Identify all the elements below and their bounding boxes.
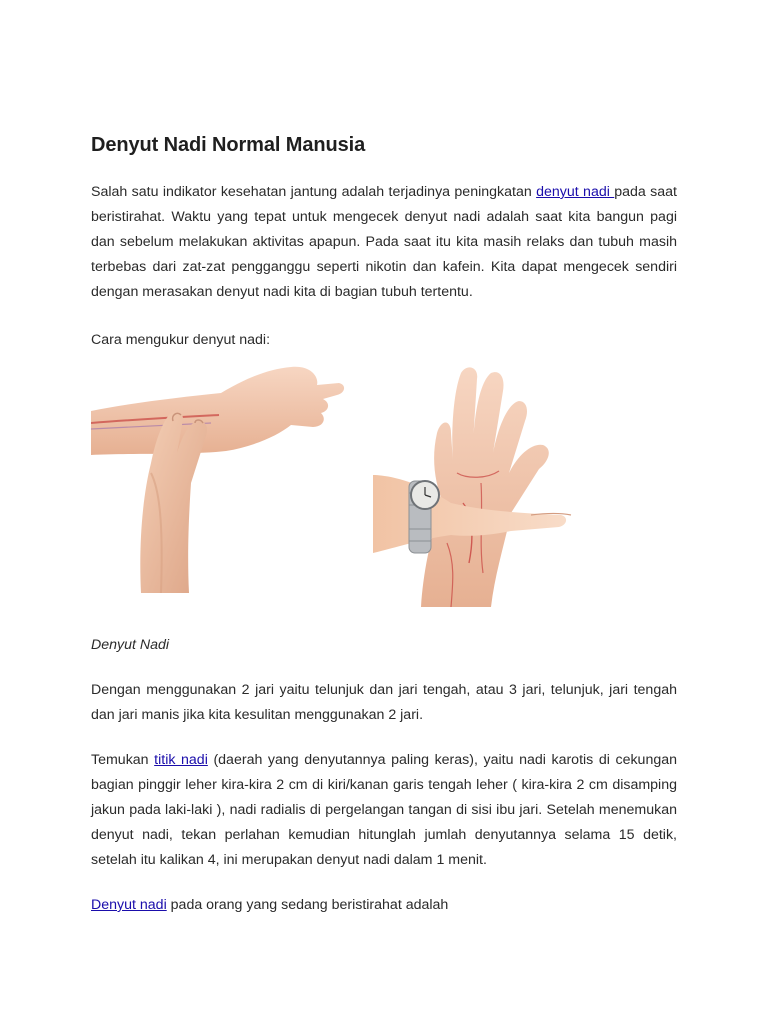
paragraph-fingers: Dengan menggunakan 2 jari yaitu telunjuk dan jari tengah, atau 3 jari, telunjuk, jari tengah dan jari manis jika kita kesulitan menggunakan 2 jari. <box>91 682 677 723</box>
paragraph-intro <box>91 180 677 305</box>
paragraph-resting <box>91 893 677 918</box>
resting-text: pada orang yang sedang beristirahat adalah <box>166 897 449 913</box>
pulse-measurement-illustration <box>91 363 677 607</box>
link-titik-nadi[interactable]: titik nadi <box>154 752 208 768</box>
article <box>91 134 677 918</box>
paragraph-temukan <box>91 748 677 873</box>
link-denyut-nadi-2[interactable]: Denyut nadi <box>91 897 167 913</box>
intro-text-1: Salah satu indikator kesehatan jantung adalah terjadinya peningkatan <box>91 184 537 200</box>
figure-caption: Denyut Nadi <box>91 637 170 653</box>
article-title: Denyut Nadi Normal Manusia <box>91 134 366 156</box>
paragraph-cara: Cara mengukur denyut nadi: <box>91 332 271 348</box>
right-hand-illustration <box>373 367 571 607</box>
temukan-text-2: (daerah yang denyutannya paling keras), yaitu nadi karotis di cekungan bagian pinggir leher kira-kira 2 cm di kiri/kanan garis tengah leher ( kira-kira 2 cm disamping jakun pada laki-laki ), nadi radialis di pergelangan tangan di sisi ibu jari. Setelah menemukan denyut nadi, tekan perlahan kemudian hitunglah jumlah denyutannya selama 15 detik, setelah itu kalikan 4, ini merupakan denyut nadi dalam 1 menit. <box>91 752 678 868</box>
temukan-text-1: Temukan <box>91 752 155 768</box>
link-denyut-nadi[interactable]: denyut nadi <box>536 184 615 200</box>
intro-text-2: pada saat beristirahat. Waktu yang tepat untuk mengecek denyut nadi adalah saat kita bangun pagi dan sebelum melakukan aktivitas apapun. Pada saat itu kita masih relaks dan tubuh masih terbebas dari zat-zat pengganggu seperti nikotin dan kafein. Kita dapat mengecek sendiri dengan merasakan denyut nadi kita di bagian tubuh tertentu. <box>91 184 677 300</box>
pulse-illustration-svg <box>91 363 677 607</box>
left-hand-illustration <box>91 367 344 593</box>
